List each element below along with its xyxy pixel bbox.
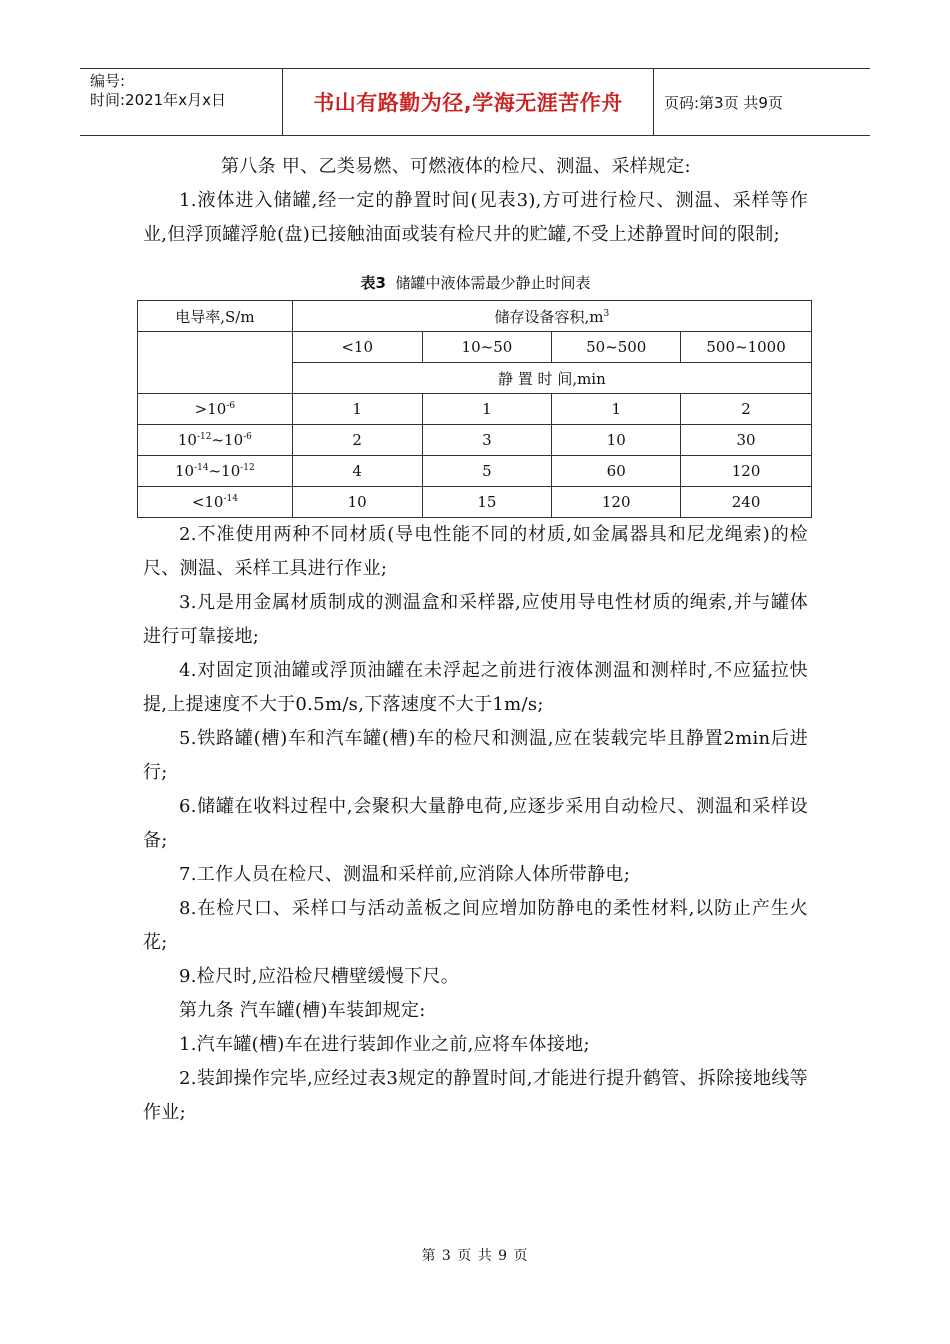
cond-exp: -14 — [223, 494, 238, 504]
value-cell: 120 — [552, 487, 681, 518]
value-cell: 120 — [681, 456, 812, 487]
range-cell: 500~1000 — [681, 332, 812, 363]
conductivity-cell — [138, 394, 293, 425]
capacity-header — [292, 301, 811, 332]
capacity-unit-sup: 3 — [603, 308, 610, 319]
table3-caption-text: 储罐中液体需最少静止时间表 — [395, 274, 591, 292]
document-time-label: 时间:2021年x月x日 — [90, 91, 226, 109]
empty-header-cell — [138, 332, 293, 394]
cond-base2: ~10 — [208, 462, 241, 480]
document-number-label: 编号: — [90, 72, 126, 90]
document-header — [80, 68, 870, 136]
value-cell: 4 — [292, 456, 422, 487]
value-cell: 60 — [552, 456, 681, 487]
article9-item-1: 1.汽车罐(槽)车在进行装卸作业之前,应将车体接地; — [179, 1034, 590, 1055]
conductivity-cell — [138, 456, 293, 487]
cond-exp: -14 — [194, 463, 209, 473]
range-cell: 10~50 — [422, 332, 552, 363]
conductivity-cell — [138, 425, 293, 456]
value-cell: 1 — [552, 394, 681, 425]
capacity-header-text: 储存设备容积,m — [494, 307, 604, 326]
table3-caption-prefix: 表3 — [360, 274, 386, 292]
value-cell: 1 — [292, 394, 422, 425]
article8-title: 第八条 甲、乙类易燃、可燃液体的检尺、测温、采样规定: — [221, 156, 691, 177]
value-cell: 2 — [681, 394, 812, 425]
article9-title: 第九条 汽车罐(槽)车装卸规定: — [179, 1000, 426, 1021]
table-row — [138, 487, 812, 518]
cond-base: >10 — [194, 400, 227, 418]
cond-exp: -12 — [196, 432, 212, 442]
value-cell: 30 — [681, 425, 812, 456]
page-footer: 第 3 页 共 9 页 — [421, 1248, 529, 1264]
value-cell: 1 — [422, 394, 552, 425]
value-cell: 2 — [292, 425, 422, 456]
static-time-table — [137, 300, 812, 518]
value-cell: 10 — [292, 487, 422, 518]
header-meta — [80, 69, 283, 135]
range-cell: 50~500 — [552, 332, 681, 363]
value-cell: 240 — [681, 487, 812, 518]
conductivity-cell — [138, 487, 293, 518]
spacer — [143, 252, 808, 262]
value-cell: 5 — [422, 456, 552, 487]
article8-item-1: 1.液体进入储罐,经一定的静置时间(见表3),方可进行检尺、测温、采样等作业,但浮顶罐浮舱(盘)已接触油面或装有检尺井的贮罐,不受上述静置时间的限制; — [143, 190, 808, 245]
value-cell: 10 — [552, 425, 681, 456]
range-cell: <10 — [292, 332, 422, 363]
cond-base: 10 — [175, 462, 195, 480]
document-body — [143, 150, 808, 1130]
article8-item-9: 9.检尺时,应沿检尺槽壁缓慢下尺。 — [179, 966, 459, 987]
value-cell: 3 — [422, 425, 552, 456]
article9-item-2: 2.装卸操作完毕,应经过表3规定的静置时间,才能进行提升鹤管、拆除接地线等作业; — [143, 1068, 808, 1123]
article8-item-7: 7.工作人员在检尺、测温和采样前,应消除人体所带静电; — [179, 864, 631, 885]
article8-item-4: 4.对固定顶油罐或浮顶油罐在未浮起之前进行液体测温和测样时,不应猛拉快提,上提速度不大于0.5m/s,下落速度不大于1m/s; — [143, 660, 808, 715]
table3-caption — [143, 268, 808, 298]
article8-item-2: 2.不准使用两种不同材质(导电性能不同的材质,如金属器具和尼龙绳索)的检尺、测温、采样工具进行作业; — [143, 524, 808, 579]
table-header-row — [138, 301, 812, 332]
value-cell: 15 — [422, 487, 552, 518]
article8-item-8: 8.在检尺口、采样口与活动盖板之间应增加防静电的柔性材料,以防止产生火花; — [143, 898, 808, 953]
cond-base2: ~10 — [211, 431, 244, 449]
header-motto: 书山有路勤为径,学海无涯苦作舟 — [283, 69, 654, 135]
header-page-info: 页码:第3页 共9页 — [664, 93, 783, 112]
cond-base: 10 — [177, 431, 197, 449]
table-row — [138, 456, 812, 487]
conductivity-header: 电导率,S/m — [138, 301, 293, 332]
cond-exp2: -12 — [240, 463, 255, 473]
cond-base: <10 — [191, 493, 224, 511]
article8-item-6: 6.储罐在收料过程中,会聚积大量静电荷,应逐步采用自动检尺、测温和采样设备; — [143, 796, 808, 851]
article8-item-3: 3.凡是用金属材质制成的测温盒和采样器,应使用导电性材质的绳索,并与罐体进行可靠接地; — [143, 592, 808, 647]
article8-item-5: 5.铁路罐(槽)车和汽车罐(槽)车的检尺和测温,应在装载完毕且静置2min后进行; — [143, 728, 808, 783]
table-row — [138, 425, 812, 456]
time-header: 静 置 时 间,min — [292, 363, 811, 394]
cond-exp: -6 — [226, 401, 236, 411]
cond-exp2: -6 — [243, 432, 252, 442]
table-range-row — [138, 332, 812, 363]
table-row — [138, 394, 812, 425]
